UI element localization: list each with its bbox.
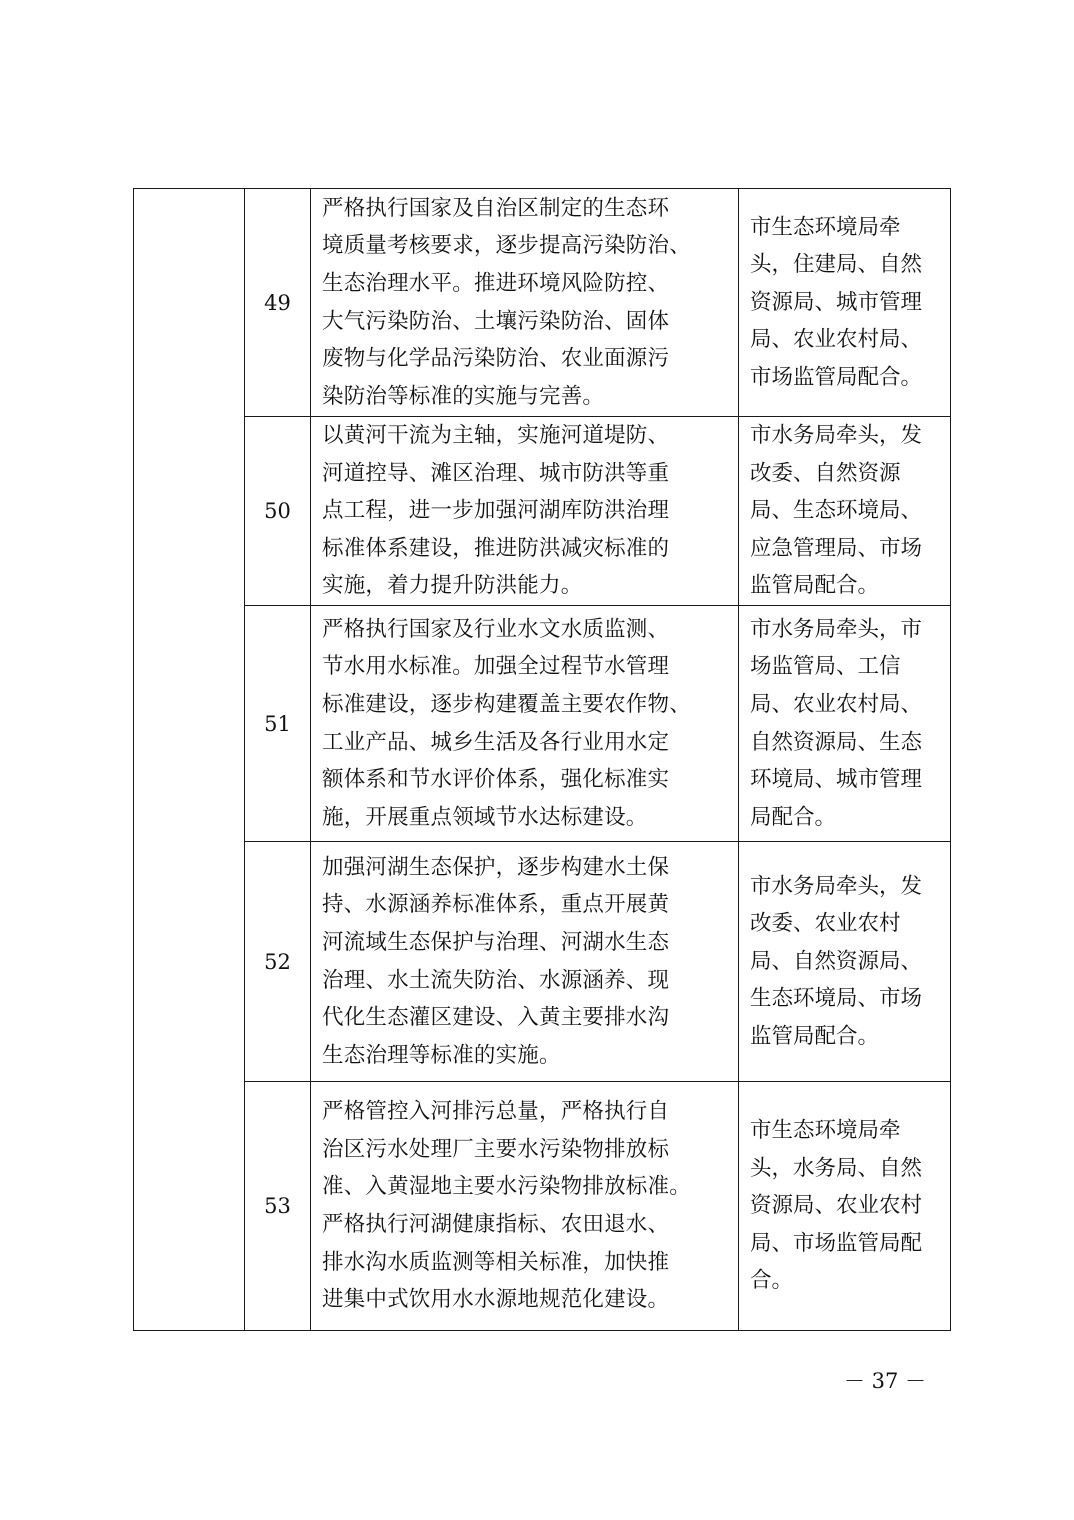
category-cell xyxy=(134,189,245,1331)
row-number: 53 xyxy=(245,1082,311,1331)
task-cell xyxy=(311,606,739,842)
task-description: 加强河湖生态保护，逐步构建水土保 持、水源涵养标准体系，重点开展黄 河流域生态保护与治理、河湖水生态 治理、水土流失防治、水源涵养、现 代化生态灌区建设、入黄主要排水沟 生态治理等标准的实施。 xyxy=(322,854,670,1068)
task-cell xyxy=(311,842,739,1082)
dept-cell xyxy=(739,189,951,417)
row-number: 50 xyxy=(245,417,311,606)
task-cell xyxy=(311,417,739,606)
page-number: － 37 － xyxy=(843,1369,927,1393)
responsible-departments: 市生态环境局牵 头，水务局、自然 资源局、农业农村 局、市场监管局配 合。 xyxy=(750,1118,923,1294)
table-row xyxy=(134,1082,951,1331)
responsible-departments: 市生态环境局牵 头，住建局、自然 资源局、城市管理 局、农业农村局、 市场监管局配合。 xyxy=(750,214,923,390)
task-description: 严格执行国家及行业水文水质监测、 节水用水标准。加强全过程节水管理 标准建设，逐步构建覆盖主要农作物、 工业产品、城乡生活及各行业用水定 额体系和节水评价体系，强化标准实 施，开展重点领域节水达标建设。 xyxy=(322,616,691,830)
dept-cell xyxy=(739,417,951,606)
task-cell xyxy=(311,189,739,417)
task-description: 严格管控入河排污总量，严格执行自 治区污水处理厂主要水污染物排放标 准、入黄湿地主要水污染物排放标准。 严格执行河湖健康指标、农田退水、 排水沟水质监测等相关标准，加快推 进集中式饮用水水源地规范化建设。 xyxy=(322,1099,691,1313)
task-description: 严格执行国家及自治区制定的生态环 境质量考核要求，逐步提高污染防治、 生态治理水平。推进环境风险防控、 大气污染防治、土壤污染防治、固体 废物与化学品污染防治、农业面源污 染防治等标准的实施与完善。 xyxy=(322,195,691,409)
table-row xyxy=(134,606,951,842)
table-row xyxy=(134,417,951,606)
row-number: 52 xyxy=(245,842,311,1082)
responsible-departments: 市水务局牵头，发 改委、农业农村 局、自然资源局、 生态环境局、市场 监管局配合。 xyxy=(750,873,923,1049)
row-number: 49 xyxy=(245,189,311,417)
dept-cell xyxy=(739,842,951,1082)
dept-cell xyxy=(739,1082,951,1331)
responsible-departments: 市水务局牵头，发 改委、自然资源 局、生态环境局、 应急管理局、市场 监管局配合。 xyxy=(750,423,923,599)
table-row xyxy=(134,842,951,1082)
task-description: 以黄河干流为主轴，实施河道堤防、 河道控导、滩区治理、城市防洪等重 点工程，进一步加强河湖库防洪治理 标准体系建设，推进防洪减灾标准的 实施，着力提升防洪能力。 xyxy=(322,423,670,599)
row-number: 51 xyxy=(245,606,311,842)
dept-cell xyxy=(739,606,951,842)
task-cell xyxy=(311,1082,739,1331)
responsible-departments: 市水务局牵头，市 场监管局、工信 局、农业农村局、 自然资源局、生态 环境局、城市管理 局配合。 xyxy=(750,616,923,830)
table-row xyxy=(134,189,951,417)
standards-task-table xyxy=(133,188,951,1331)
